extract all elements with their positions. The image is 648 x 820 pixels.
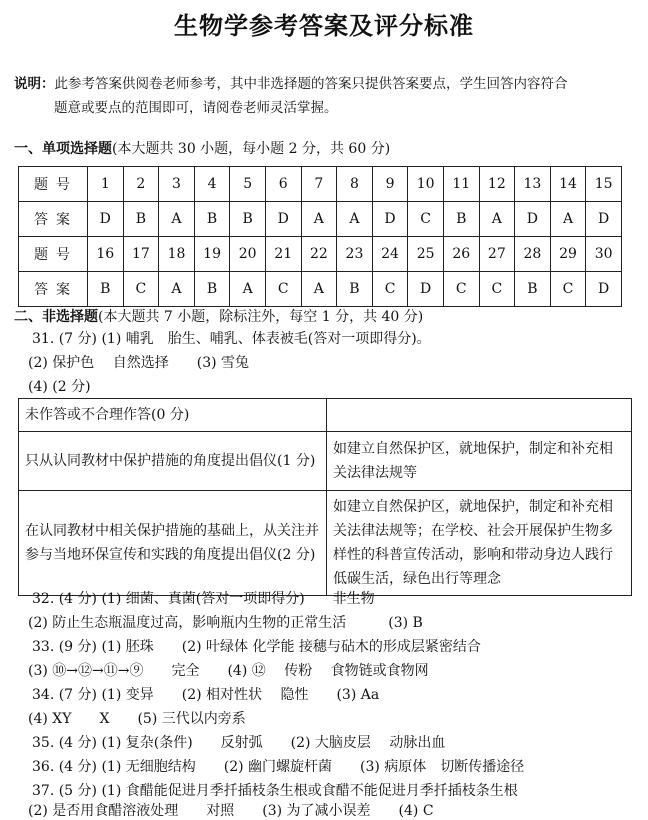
answer-cell: A: [230, 272, 266, 307]
q34-line-1: 34. (7 分) (1) 变异 (2) 相对性状 隐性 (3) Aa: [32, 687, 380, 703]
table-row: [19, 491, 632, 596]
section-1-desc: (本大题共 30 小题，每小题 2 分，共 60 分): [112, 141, 391, 157]
question-number: 29: [550, 237, 586, 272]
question-number: 9: [372, 167, 408, 202]
question-number: 15: [586, 167, 622, 202]
question-number: 2: [123, 167, 159, 202]
answer-cell: D: [265, 202, 301, 237]
answer-cell: B: [194, 272, 230, 307]
q34-line-2: (4) XY X (5) 三代以内旁系: [28, 711, 246, 727]
answer-header: 答案: [19, 272, 88, 307]
scoring-criteria-table: [18, 398, 632, 596]
instructions-note: [14, 72, 634, 120]
criteria-level: 未作答或不合理作答(0 分): [19, 399, 327, 432]
question-number: 27: [479, 237, 515, 272]
answer-cell: A: [337, 202, 373, 237]
question-number: 12: [479, 167, 515, 202]
answer-cell: D: [88, 202, 124, 237]
answer-cell: D: [586, 202, 622, 237]
answer-cell: C: [265, 272, 301, 307]
question-number: 30: [586, 237, 622, 272]
criteria-example: 如建立自然保护区，就地保护，制定和补充相关法律法规等；在学校、社会开展保护生物多样性的科普宣传活动，影响和带动身边人践行低碳生活，绿色出行等理念: [327, 491, 632, 596]
q31-line-3: (4) (2 分): [28, 379, 91, 395]
section-2-desc: (本大题共 7 小题，除标注外，每空 1 分，共 40 分): [98, 309, 424, 325]
note-line-2: 题意或要点的范围即可，请阅卷老师灵活掌握。: [54, 100, 338, 116]
criteria-example: [327, 399, 632, 432]
answer-cell: C: [443, 272, 479, 307]
section-1-title: 一、单项选择题: [14, 141, 112, 157]
question-number: 23: [337, 237, 373, 272]
section-2-title: 二、非选择题: [14, 309, 98, 325]
q31-line-1: 31. (7 分) (1) 哺乳 胎生、哺乳、体表被毛(答对一项即得分)。: [32, 331, 431, 347]
question-number: 1: [88, 167, 124, 202]
question-number: 5: [230, 167, 266, 202]
answer-cell: A: [301, 272, 337, 307]
q33-line-2: (3) ⑩→⑫→⑪→⑨ 完全 (4) ⑫ 传粉 食物链或食物网: [28, 663, 429, 679]
answer-cell: C: [123, 272, 159, 307]
q31-line-2: (2) 保护色 自然选择 (3) 雪兔: [28, 355, 250, 371]
question-number: 6: [265, 167, 301, 202]
answer-cell: A: [159, 202, 195, 237]
table-row: [19, 272, 622, 307]
answer-cell: C: [550, 272, 586, 307]
question-number: 7: [301, 167, 337, 202]
answer-cell: B: [337, 272, 373, 307]
q32-line-2: (2) 防止生态瓶温度过高，影响瓶内生物的正常生活 (3) B: [28, 615, 423, 631]
q33-line-1: 33. (9 分) (1) 胚珠 (2) 叶绿体 化学能 接穗与砧木的形成层紧密结合: [32, 639, 481, 655]
question-number: 26: [443, 237, 479, 272]
note-label: 说明：: [14, 76, 55, 92]
answer-cell: D: [408, 272, 444, 307]
multiple-choice-answer-table: [18, 166, 622, 307]
section-1-heading: [14, 138, 390, 158]
question-number: 17: [123, 237, 159, 272]
question-number: 24: [372, 237, 408, 272]
answer-cell: B: [194, 202, 230, 237]
note-line-1: 此参考答案供阅卷老师参考，其中非选择题的答案只提供答案要点，学生回答内容符合: [54, 76, 568, 92]
q37-line-1: 37. (5 分) (1) 食醋能促进月季扦插枝条生根或食醋不能促进月季扦插枝条生根: [32, 783, 518, 799]
question-number: 28: [515, 237, 551, 272]
answer-cell: B: [443, 202, 479, 237]
num-header: 题号: [19, 167, 88, 202]
question-number: 20: [230, 237, 266, 272]
answer-cell: B: [88, 272, 124, 307]
question-number: 13: [515, 167, 551, 202]
question-number: 25: [408, 237, 444, 272]
answer-cell: D: [586, 272, 622, 307]
q36-line: 36. (4 分) (1) 无细胞结构 (2) 幽门螺旋杆菌 (3) 病原体 切断传播途径: [32, 759, 525, 775]
answer-cell: A: [159, 272, 195, 307]
question-number: 11: [443, 167, 479, 202]
num-header: 题号: [19, 237, 88, 272]
answer-cell: D: [372, 202, 408, 237]
question-number: 16: [88, 237, 124, 272]
table-row: [19, 202, 622, 237]
answer-cell: B: [515, 272, 551, 307]
page-title: 生物学参考答案及评分标准: [174, 12, 474, 40]
question-number: 22: [301, 237, 337, 272]
answer-cell: D: [515, 202, 551, 237]
answer-header: 答案: [19, 202, 88, 237]
section-2-heading: [14, 306, 423, 326]
answer-cell: C: [372, 272, 408, 307]
question-number: 4: [194, 167, 230, 202]
table-row: [19, 432, 632, 491]
question-number: 10: [408, 167, 444, 202]
question-number: 19: [194, 237, 230, 272]
question-number: 3: [159, 167, 195, 202]
question-number: 14: [550, 167, 586, 202]
answer-cell: C: [408, 202, 444, 237]
criteria-level: 在认同教材中相关保护措施的基础上，从关注并参与当地环保宣传和实践的角度提出倡仪(2 分): [19, 491, 327, 596]
table-row: [19, 399, 632, 432]
question-number: 18: [159, 237, 195, 272]
table-row: [19, 167, 622, 202]
q32-line-1: 32. (4 分) (1) 细菌、真菌(答对一项即得分) 非生物: [32, 591, 375, 607]
question-number: 8: [337, 167, 373, 202]
answer-cell: A: [479, 202, 515, 237]
q35-line: 35. (4 分) (1) 复杂(条件) 反射弧 (2) 大脑皮层 动脉出血: [32, 735, 446, 751]
criteria-example: 如建立自然保护区，就地保护，制定和补充相关法律法规等: [327, 432, 632, 491]
answer-cell: B: [123, 202, 159, 237]
question-number: 21: [265, 237, 301, 272]
table-row: [19, 237, 622, 272]
answer-cell: A: [550, 202, 586, 237]
answer-cell: B: [230, 202, 266, 237]
answer-cell: C: [479, 272, 515, 307]
criteria-level: 只从认同教材中保护措施的角度提出倡仪(1 分): [19, 432, 327, 491]
answer-cell: A: [301, 202, 337, 237]
q37-line-2: (2) 是否用食醋溶液处理 对照 (3) 为了减小误差 (4) C: [28, 803, 434, 819]
